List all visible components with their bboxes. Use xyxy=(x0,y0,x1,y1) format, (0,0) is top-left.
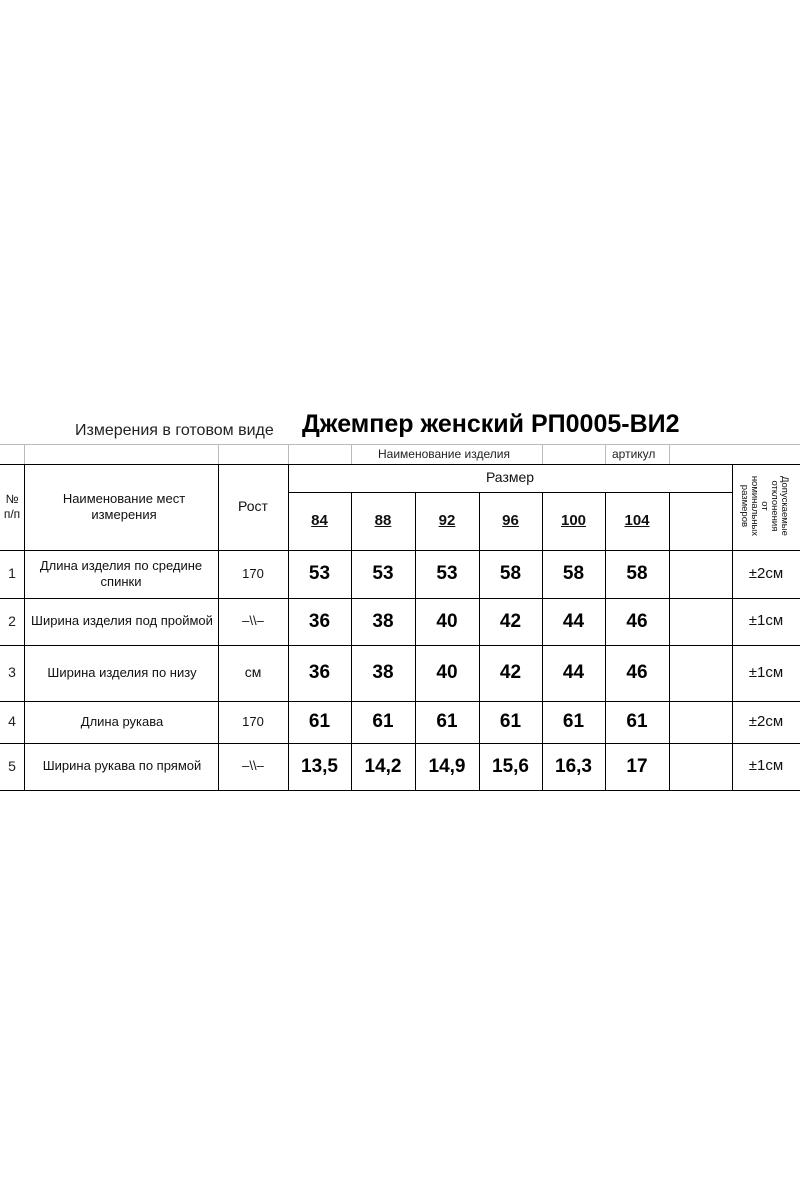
row-name: Ширина изделия под проймой xyxy=(31,613,213,629)
row-name: Ширина рукава по прямой xyxy=(42,758,202,774)
row-tolerance: ±2см xyxy=(748,564,784,582)
row-value: 38 xyxy=(372,662,394,684)
row-value: 36 xyxy=(308,610,331,632)
row-value: 40 xyxy=(436,662,458,684)
row-height: –\\– xyxy=(242,758,264,774)
row-value: 14,9 xyxy=(428,755,466,777)
sheet-subtitle: Измерения в готовом виде xyxy=(75,422,274,439)
row-value: 14,2 xyxy=(364,755,402,777)
row-number: 5 xyxy=(8,757,16,774)
row-value: 15,6 xyxy=(492,755,529,777)
size-header: 96 xyxy=(502,511,519,529)
product-name-caption: Наименование изделия xyxy=(378,447,510,461)
row-value: 61 xyxy=(626,711,648,733)
row-name: Длина изделия по средине спинки xyxy=(39,557,203,589)
row-name: Длина рукава xyxy=(80,713,164,729)
row-height: 170 xyxy=(242,713,264,729)
measurement-sheet xyxy=(0,408,800,792)
row-height: см xyxy=(244,664,262,681)
row-value: 61 xyxy=(499,711,522,733)
row-value: 58 xyxy=(562,563,585,585)
row-value: 13,5 xyxy=(301,755,338,777)
size-header: 104 xyxy=(624,511,650,529)
size-header: 84 xyxy=(311,511,328,529)
row-value: 42 xyxy=(499,610,522,632)
row-value: 53 xyxy=(308,563,331,585)
row-height: 170 xyxy=(242,565,264,581)
row-value: 16,3 xyxy=(555,755,592,777)
row-value: 44 xyxy=(562,610,585,632)
tolerance-header-text: Допускаемые отклонения от номинальных размеров xyxy=(739,475,790,537)
row-value: 46 xyxy=(626,662,648,684)
row-value: 58 xyxy=(499,563,522,585)
row-tolerance: ±1см xyxy=(748,612,784,630)
row-value: 42 xyxy=(499,662,522,684)
size-header: 92 xyxy=(438,511,456,529)
row-value: 36 xyxy=(308,662,331,684)
size-header: 88 xyxy=(374,511,392,529)
size-header: 100 xyxy=(560,511,587,529)
row-value: 40 xyxy=(436,610,458,632)
row-value: 61 xyxy=(372,711,394,733)
col-header-tolerance xyxy=(733,466,795,546)
row-number: 4 xyxy=(8,713,16,730)
col-header-number: № п/п xyxy=(3,492,21,521)
row-value: 46 xyxy=(626,610,648,632)
row-tolerance: ±1см xyxy=(748,757,784,775)
row-name: Ширина изделия по низу xyxy=(47,664,197,680)
row-value: 61 xyxy=(308,711,331,733)
row-value: 61 xyxy=(562,711,585,733)
row-value: 58 xyxy=(626,563,648,585)
col-header-height: Рост xyxy=(238,498,268,515)
row-tolerance: ±2см xyxy=(748,712,784,730)
row-number: 1 xyxy=(8,565,16,582)
row-number: 2 xyxy=(8,612,16,629)
row-height: –\\– xyxy=(242,613,264,629)
row-tolerance: ±1см xyxy=(748,663,784,681)
article-caption: артикул xyxy=(612,447,656,461)
row-value: 53 xyxy=(372,563,394,585)
row-value: 44 xyxy=(562,662,585,684)
row-value: 61 xyxy=(436,711,458,733)
row-value: 17 xyxy=(626,755,648,777)
col-header-name: Наименование мест измерения xyxy=(62,490,186,522)
row-value: 38 xyxy=(372,610,394,632)
row-number: 3 xyxy=(8,664,16,681)
col-header-size: Размер xyxy=(485,469,535,486)
product-title: Джемпер женский РП0005-ВИ2 xyxy=(302,410,680,438)
row-value: 53 xyxy=(436,563,458,585)
